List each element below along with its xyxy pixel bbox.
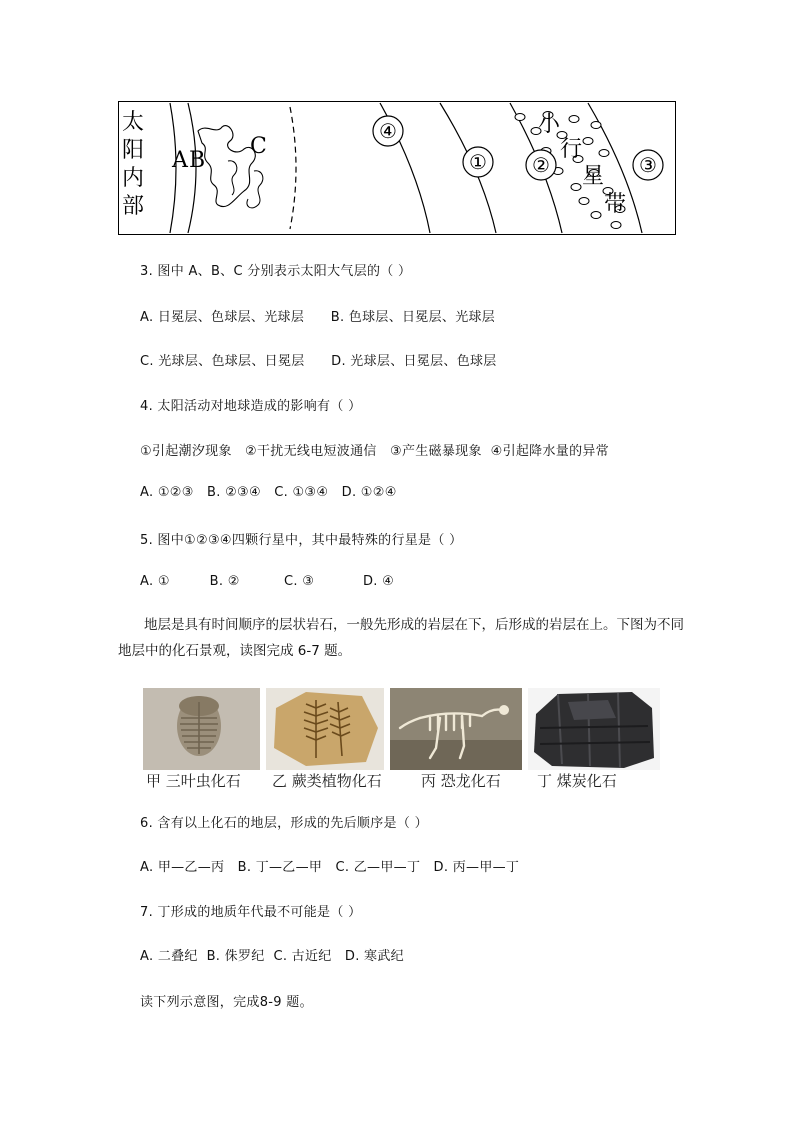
- question-4-items: ①引起潮汐现象 ②干扰无线电短波通信 ③产生磁暴现象 ④引起降水量的异常: [140, 444, 609, 459]
- layer-a-label: A: [172, 148, 188, 173]
- question-7-options: A. 二叠纪 B. 侏罗纪 C. 古近纪 D. 寒武纪: [140, 949, 404, 964]
- layer-b-label: B: [189, 148, 206, 173]
- caption-ding: 丁 煤炭化石: [537, 772, 617, 790]
- belt-label-char: 星: [582, 164, 605, 189]
- question-3-options-cd: C. 光球层、色球层、日冕层 D. 光球层、日冕层、色球层: [140, 354, 497, 369]
- caption-yi: 乙 蕨类植物化石: [272, 772, 382, 790]
- question-6-stem: 6. 含有以上化石的地层，形成的先后顺序是（ ）: [140, 816, 428, 831]
- caption-bing: 丙 恐龙化石: [421, 772, 501, 790]
- question-4-stem: 4. 太阳活动对地球造成的影响有（ ）: [140, 399, 362, 414]
- trilobite-fossil-image: [143, 688, 260, 770]
- question-3-stem: 3. 图中 A、B、C 分别表示太阳大气层的（ ）: [140, 264, 412, 279]
- belt-label-char: 带: [604, 192, 627, 217]
- belt-label-char: 小: [538, 112, 561, 137]
- question-6-options: A. 甲—乙—丙 B. 丁—乙—甲 C. 乙—甲—丁 D. 丙—甲—丁: [140, 860, 520, 875]
- solar-system-diagram: [118, 101, 676, 235]
- question-7-stem: 7. 丁形成的地质年代最不可能是（ ）: [140, 905, 362, 920]
- fossil-intro-paragraph: [118, 612, 688, 664]
- fern-fossil-image: [266, 688, 384, 770]
- sun-label-char: 阳: [122, 138, 145, 163]
- question-5-options: A. ① B. ② C. ③ D. ④: [140, 574, 395, 589]
- planet-2-label: ②: [532, 153, 550, 177]
- planet-3-label: ③: [639, 153, 657, 177]
- coal-fossil-image: [528, 688, 660, 770]
- planet-4-label: ④: [379, 119, 397, 143]
- closing-instruction: 读下列示意图，完成8-9 题。: [140, 995, 313, 1010]
- question-4-options: A. ①②③ B. ②③④ C. ①③④ D. ①②④: [140, 485, 397, 500]
- question-3-options-ab: A. 日冕层、色球层、光球层 B. 色球层、日冕层、光球层: [140, 310, 496, 325]
- belt-label-char: 行: [560, 137, 583, 162]
- dinosaur-fossil-image: [390, 688, 522, 770]
- layer-c-label: C: [250, 134, 267, 159]
- sun-label-char: 内: [122, 166, 145, 191]
- fossil-intro-text: 地层是具有时间顺序的层状岩石，一般先形成的岩层在下，后形成的岩层在上。下图为不同地层中的化石景观，读图完成 6-7 题。: [118, 617, 684, 659]
- sun-label-char: 部: [122, 194, 145, 219]
- sun-label-char: 太: [122, 110, 145, 135]
- question-5-stem: 5. 图中①②③④四颗行星中，其中最特殊的行星是（ ）: [140, 533, 463, 548]
- planet-1-label: ①: [469, 150, 487, 174]
- caption-jia: 甲 三叶虫化石: [146, 772, 241, 790]
